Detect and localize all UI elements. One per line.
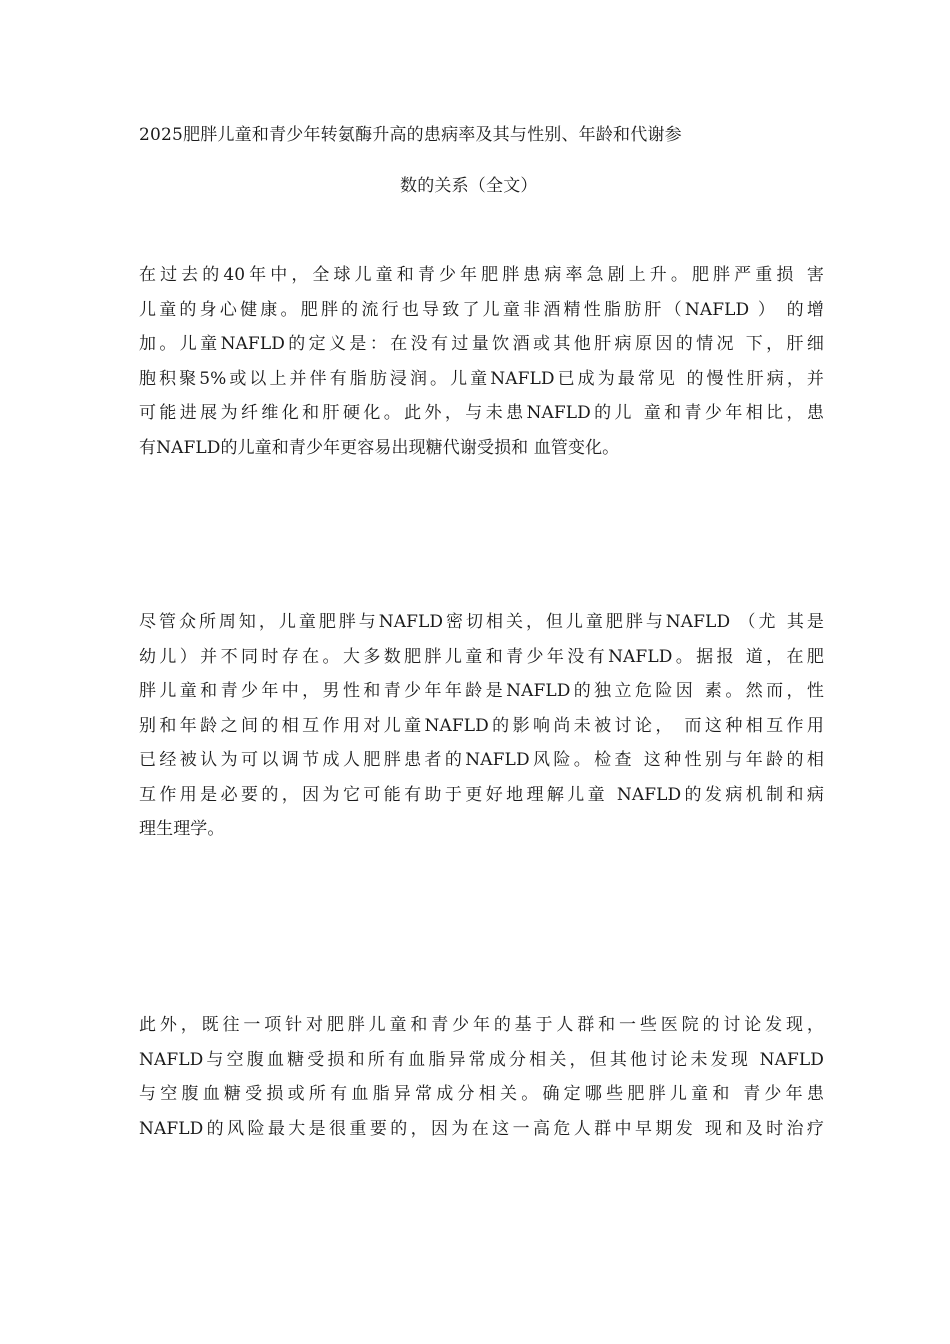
paragraph-line: 在过去的40年中，全球儿童和青少年肥胖患病率急剧上升。肥胖严重损 害 bbox=[139, 265, 824, 285]
paragraph-2 bbox=[139, 605, 824, 847]
paragraph-line: 儿童的身心健康。肥胖的流行也导致了儿童非酒精性脂肪肝（NAFLD ） 的增 bbox=[139, 299, 824, 320]
paragraph-line: 胞积聚5%或以上并伴有脂肪浸润。儿童NAFLD已成为最常见 的慢性肝病，并 bbox=[139, 368, 824, 389]
paragraph-line: 加。儿童NAFLD的定义是：在没有过量饮酒或其他肝病原因的情况 下，肝细 bbox=[139, 334, 824, 354]
paragraph-line: NAFLD的风险最大是很重要的，因为在这一高危人群中早期发 现和及时治疗 bbox=[139, 1118, 824, 1139]
paragraph-line: 别和年龄之间的相互作用对儿童NAFLD的影响尚未被讨论， 而这种相互作用 bbox=[139, 715, 824, 736]
paragraph-line: NAFLD与空腹血糖受损和所有血脂异常成分相关，但其他讨论未发现 NAFLD bbox=[139, 1049, 824, 1070]
paragraph-line: 尽管众所周知，儿童肥胖与NAFLD密切相关，但儿童肥胖与NAFLD （尤 其是 bbox=[139, 612, 824, 632]
document-title-line-1: 2025肥胖儿童和青少年转氨酶升高的患病率及其与性别、年龄和代谢参 bbox=[139, 125, 682, 145]
paragraph-line: 幼儿）并不同时存在。大多数肥胖儿童和青少年没有NAFLD。据报 道，在肥 bbox=[139, 646, 824, 667]
paragraph-line: 可能进展为纤维化和肝硬化。此外，与未患NAFLD的儿 童和青少年相比，患 bbox=[139, 403, 824, 423]
paragraph-line: 与空腹血糖受损或所有血脂异常成分相关。确定哪些肥胖儿童和 青少年患 bbox=[139, 1084, 824, 1104]
paragraph-line: 此外，既往一项针对肥胖儿童和青少年的基于人群和一些医院的讨论发现， bbox=[139, 1015, 824, 1035]
paragraph-1 bbox=[139, 258, 824, 465]
paragraph-line: 理生理学。 bbox=[139, 819, 225, 839]
paragraph-line: 有NAFLD的儿童和青少年更容易出现糖代谢受损和 血管变化。 bbox=[139, 437, 620, 458]
document-title-line-2: 数的关系（全文） bbox=[400, 176, 538, 196]
paragraph-line: 已经被认为可以调节成人肥胖患者的NAFLD风险。检查 这种性别与年龄的相 bbox=[139, 750, 824, 770]
paragraph-3 bbox=[139, 1008, 824, 1146]
paragraph-line: 互作用是必要的，因为它可能有助于更好地理解儿童 NAFLD的发病机制和病 bbox=[139, 784, 824, 805]
paragraph-line: 胖儿童和青少年中，男性和青少年年龄是NAFLD的独立危险因 素。然而，性 bbox=[139, 681, 824, 701]
